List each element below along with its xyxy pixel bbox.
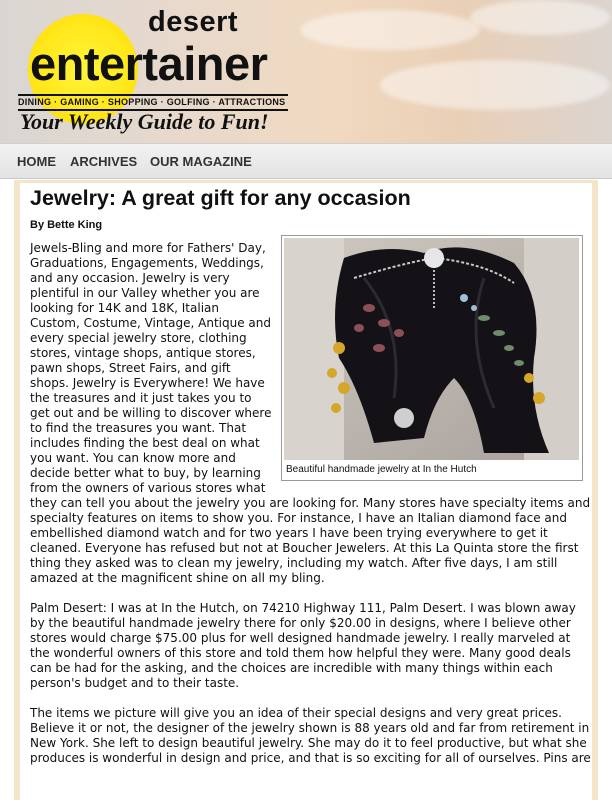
article-text-line: can be had for the asking, and the choices are incredible with many things within each <box>30 661 553 675</box>
logo-entertainer[interactable]: entertainer <box>30 37 268 90</box>
article-text-line: Custom, Costume, Vintage, Antique and <box>30 316 272 330</box>
article-text-line: you want. You can know more and <box>30 451 236 465</box>
article-text-line: Graduations, Engagements, Weddings, <box>30 256 264 270</box>
article-text-line: pawn shops, Street Fairs, and gift <box>30 361 231 375</box>
jewelry-photo-image <box>284 238 579 460</box>
article-text-line: to find the treasures you want. That <box>30 421 247 435</box>
header-cloud <box>380 60 610 110</box>
article-text-line: by the beautiful handmade jewelry there for only $20.00 in designs, where I believe other <box>30 616 571 630</box>
menu-archives-link[interactable]: ARCHIVES <box>70 154 138 169</box>
site-tagline: Your Weekly Guide to Fun! <box>20 109 269 134</box>
article-text-line: stores would charge $75.00 plus for well designed handmade jewelry. I really marveled at <box>30 631 571 645</box>
photo-caption: Beautiful handmade jewelry at In the Hutch <box>286 464 477 475</box>
article-text-line: the wonderful owners of this store and told them how helpful they were. Many good deals <box>30 646 571 660</box>
article-text-line: Jewels-Bling and more for Fathers' Day, <box>30 241 266 255</box>
logo-desert[interactable]: desert <box>148 6 239 38</box>
article-text-line: looking for 14K and 18K, Italian <box>30 301 219 315</box>
menu-our-magazine-link[interactable]: OUR MAGAZINE <box>150 154 252 169</box>
article-text-line: embellished diamond watch and for two years I have been trying everywhere to get it <box>30 526 548 540</box>
article-text-line: stores, vintage shops, antique stores, <box>30 346 256 360</box>
jewelry-photo[interactable] <box>284 238 579 460</box>
article-text-line: plentiful in our Valley whether you are <box>30 286 260 300</box>
category-strip: DINING · GAMING · SHOPPING · GOLFING · ATTRACTIONS <box>18 94 288 111</box>
article-text-line: every special jewelry store, clothing <box>30 331 247 345</box>
menu-home-link[interactable]: HOME <box>17 154 56 169</box>
article-text-line: The items we picture will give you an idea of their special designs and very great prices. <box>30 706 562 720</box>
site-header <box>0 0 612 143</box>
article-text-line: from the owners of various stores what <box>30 481 266 495</box>
article-text-line: they can tell you about the jewelry you are looking for. Many stores have specialty items and <box>30 496 591 510</box>
header-cloud <box>470 0 610 35</box>
article-text-line: the treasures and it just takes you to <box>30 391 252 405</box>
article-text-line: shops. Jewelry is Everywhere! We have <box>30 376 265 390</box>
article-text-line: Palm Desert: I was at In the Hutch, on 74210 Highway 111, Palm Desert. I was blown away <box>30 601 576 615</box>
article-text-line: get out and be willing to discover where <box>30 406 272 420</box>
article-text-line: and any occasion. Jewelry is very <box>30 271 230 285</box>
article-text-line: specialty features on items to show you. For instance, I have an Italian diamond face and <box>30 511 567 525</box>
article-text-line: New York. She left to design beautiful jewelry. She may do it to feel productive, but what she <box>30 736 587 750</box>
article-text-line: produces is wonderful in design and price, and that is so exciting for all of ourselves. Pins are <box>30 751 591 765</box>
header-cloud <box>300 10 480 50</box>
article-text-line: person's budget and to their taste. <box>30 676 240 690</box>
article-byline: By Bette King <box>30 219 103 231</box>
article-text-line: thing they asked was to clean my jewelry, including my watch. After five days, I am still <box>30 556 558 570</box>
article-title: Jewelry: A great gift for any occasion <box>30 186 411 210</box>
article-text-line: amazed at the magnificent shine on all my bling. <box>30 571 325 585</box>
article-text-line: cleaned. Everyone has refused but not at Boucher Jewelers. At this La Quinta store the first <box>30 541 579 555</box>
article-text-line: Believe it or not, the designer of the jewelry shown is 88 years old and far from retirement in <box>30 721 590 735</box>
article-text-line: includes finding the best deal on what <box>30 436 260 450</box>
main-menu <box>0 143 612 179</box>
article-text-line: decide better what to buy, by learning <box>30 466 261 480</box>
